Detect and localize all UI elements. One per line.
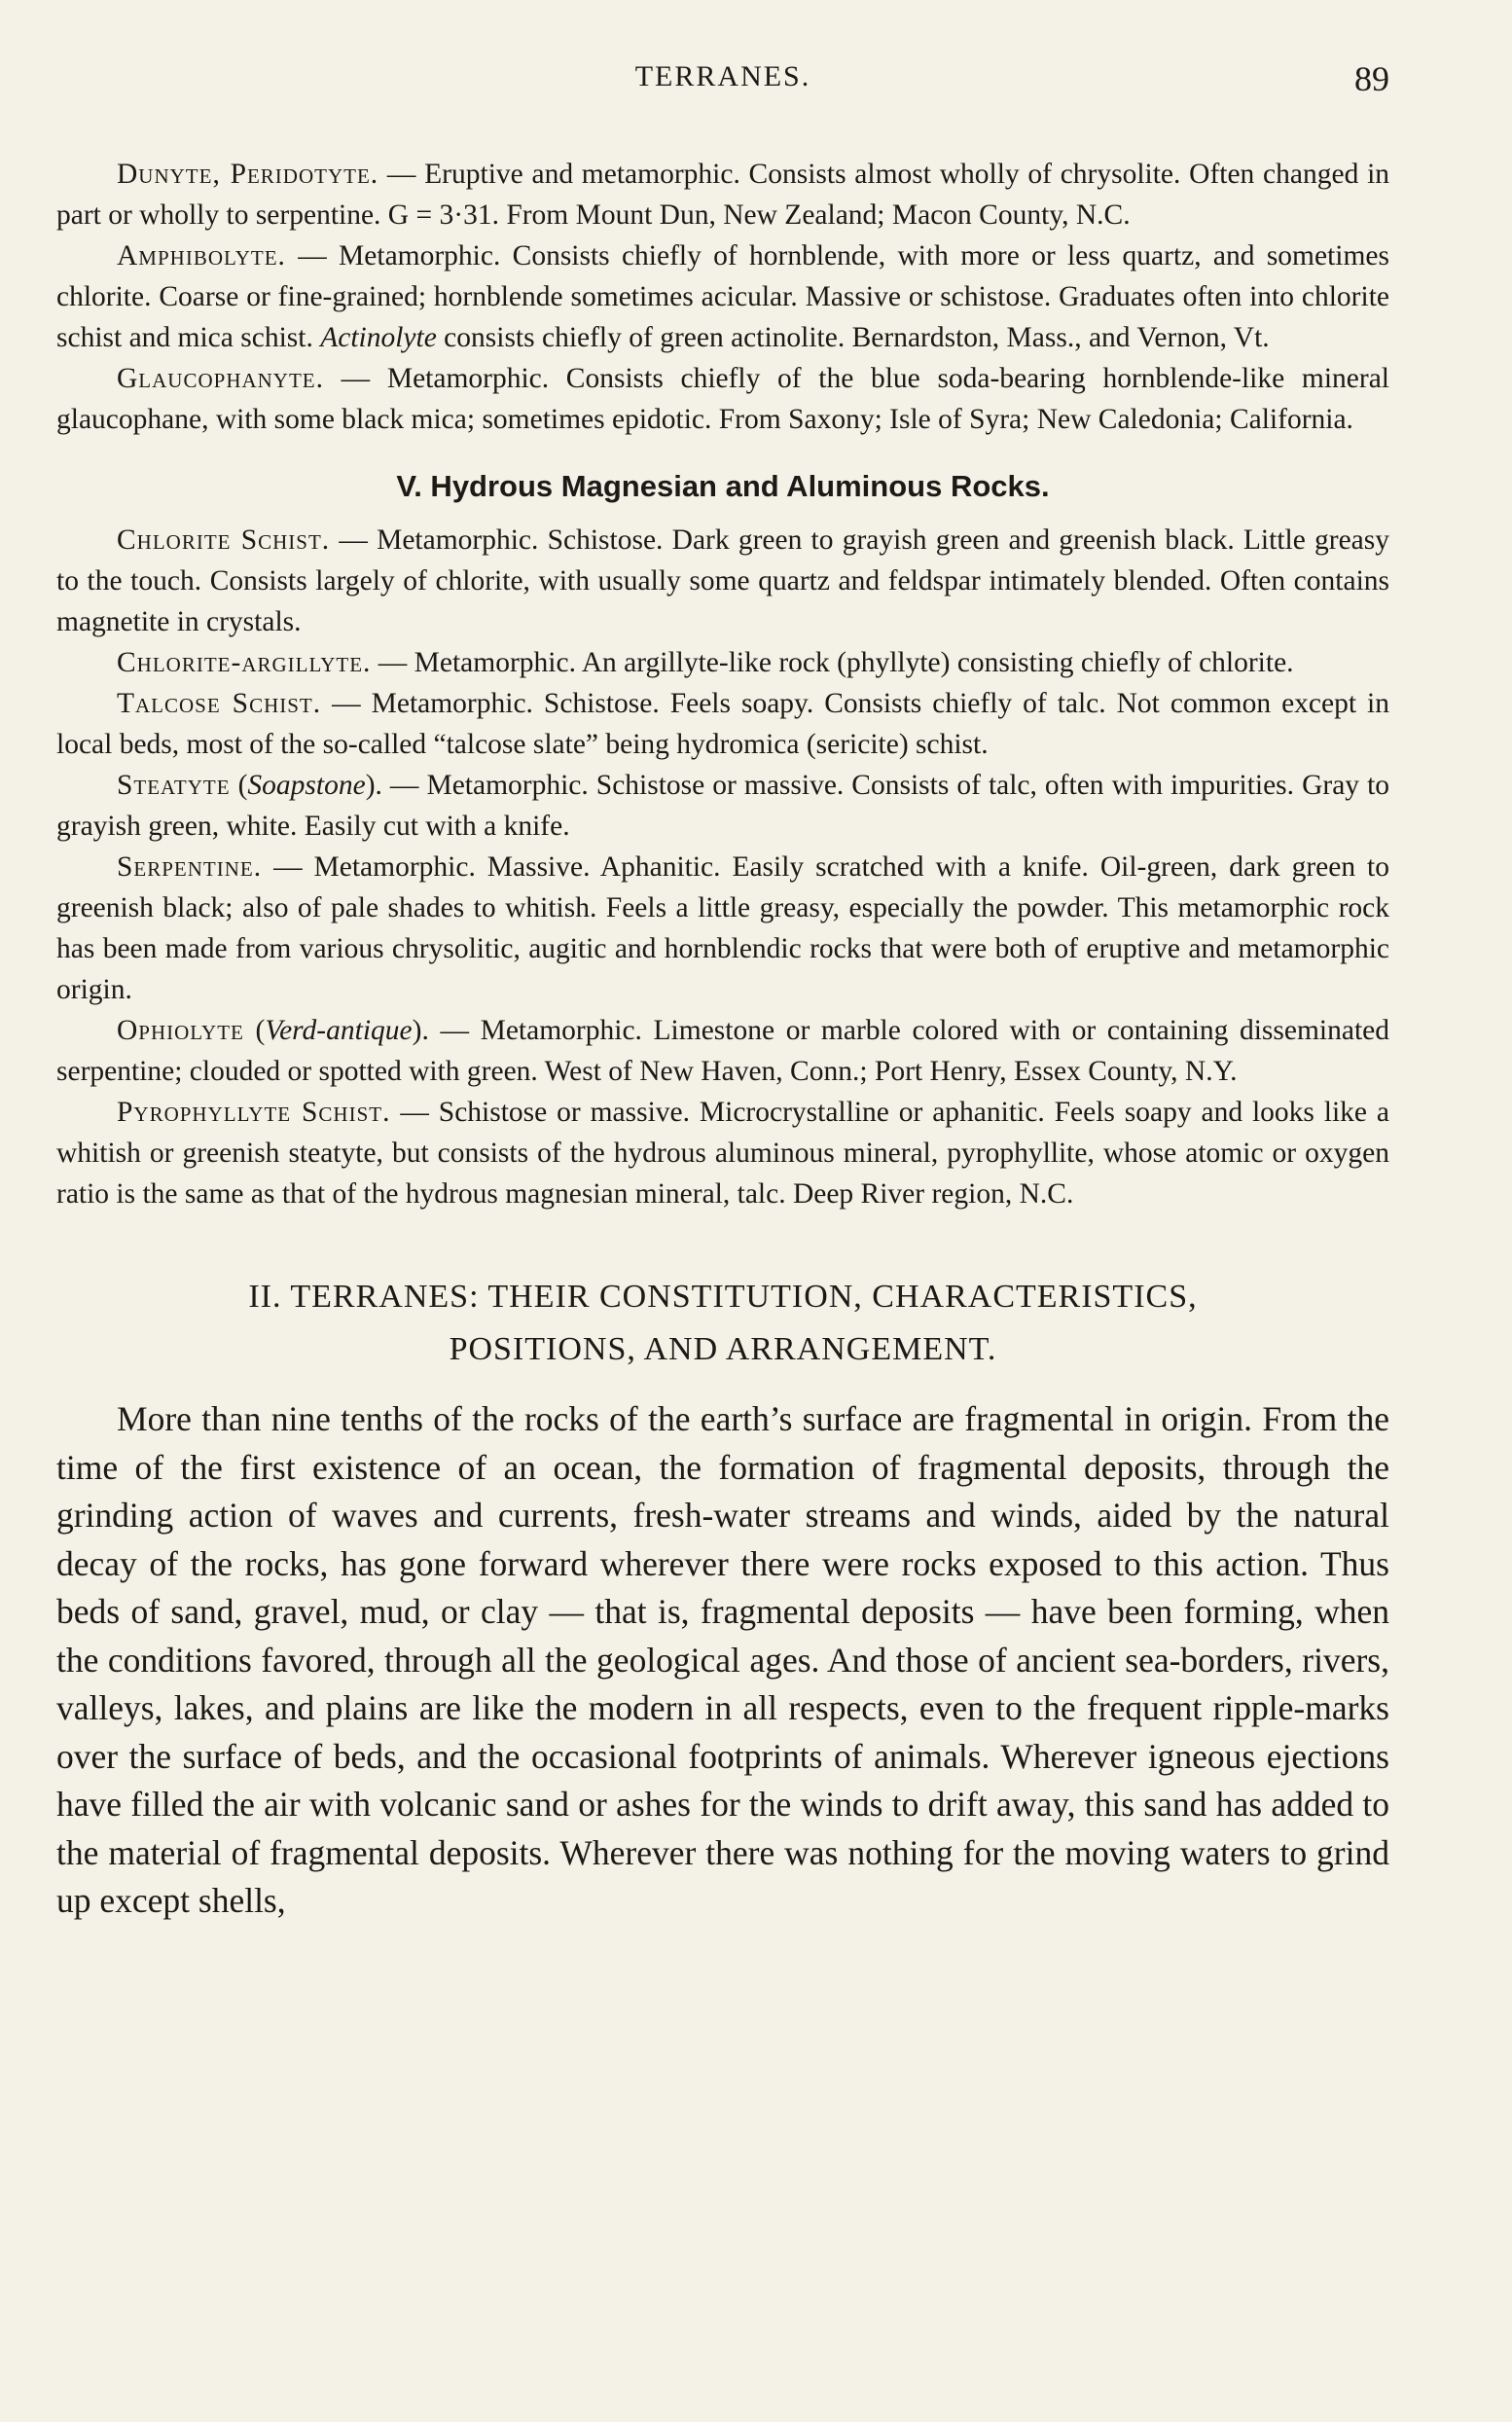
entry-term: Amphibolyte.: [117, 240, 286, 271]
entry-description: Metamorphic. Consists chiefly of the blue soda-bearing hornblende-like mineral glaucophane, with some black mica; sometimes epidotic. From Saxony; Isle of Syra; New Caledonia; California.: [56, 363, 1389, 435]
entry-term: Pyrophyllyte Schist.: [117, 1097, 391, 1128]
entry-pyrophyllyte-schist: Pyrophyllyte Schist. — Schistose or massive. Microcrystalline or aphanitic. Feels soapy and looks like a whitish or greenish steatyte, but consists of the hydrous aluminous mineral, pyrophyllite, whose atomic or oxygen ratio is the same as that of the hydrous magnesian mineral, talc. Deep River region, N.C.: [56, 1097, 1390, 1210]
rock-entries-group-iv: [56, 154, 1389, 440]
chapter-heading: [56, 1271, 1389, 1376]
entry-term: Steatyte: [117, 770, 231, 801]
section-heading-v: V. Hydrous Magnesian and Aluminous Rocks.: [396, 469, 1050, 503]
body-paragraph: More than nine tenths of the rocks of the earth’s surface are fragmental in origin. From the time of the first existence of an ocean, the formation of fragmental deposits, through the grinding action of waves and currents, fresh-water streams and winds, aided by the natural decay of the rocks, has gone forward wherever there were rocks exposed to this action. Thus beds of sand, gravel, mud, or clay — that is, fragmental deposits — have been forming, when the conditions favored, through all the geological ages. And those of ancient sea-borders, rivers, valleys, lakes, and plains are like the modern in all respects, even to the frequent ripple-marks over the surface of beds, and the occasional footprints of animals. Wherever igneous ejections have filled the air with volcanic sand or ashes for the winds to drift away, this sand has added to the material of fragmental deposits. Wherever there was nothing for the moving waters to grind up except shells,: [56, 1399, 1389, 1920]
entry-term: Chlorite Schist.: [117, 524, 331, 556]
entry-description: Eruptive and metamorphic. Consists almost wholly of chrysolite. Often changed in part or wholly to serpentine. G = 3·31. From Mount Dun, New Zealand; Macon County, N.C.: [56, 159, 1390, 231]
running-title: TERRANES.: [634, 60, 811, 92]
entry-description: Metamorphic. An argillyte-like rock (phyllyte) consisting chiefly of chlorite.: [414, 647, 1294, 678]
entry-description-continued: consists chiefly of green actinolite. Bernardston, Mass., and Vernon, Vt.: [436, 322, 1270, 353]
entry-description: Metamorphic. Schistose. Dark green to grayish green and greenish black. Little greasy to the touch. Consists largely of chlorite, with usually some quartz and feldspar intimately blended. Often contains magnetite in crystals.: [56, 524, 1390, 637]
entry-alt-name: Soapstone: [247, 770, 366, 801]
entry-italic-term: Actinolyte: [320, 322, 437, 353]
entry-chlorite-argillyte: Chlorite-argillyte. — Metamorphic. An argillyte-like rock (phyllyte) consisting chiefly of chlorite.: [117, 647, 1294, 678]
entry-description: Metamorphic. Massive. Aphanitic. Easily scratched with a knife. Oil-green, dark green to greenish black; also of pale shades to whitish. Feels a little greasy, especially the powder. This metamorphic rock has been made from various chrysolitic, augitic and hornblendic rocks that were both of eruptive and metamorphic origin.: [56, 851, 1389, 1005]
entry-description: Metamorphic. Limestone or marble colored with or containing disseminated serpentine; clouded or spotted with green. West of New Haven, Conn.; Port Henry, Essex County, N.Y.: [56, 1015, 1390, 1087]
entry-term: Dunyte, Peridotyte.: [117, 159, 379, 190]
entry-term: Serpentine.: [117, 851, 263, 883]
entry-term: Chlorite-argillyte.: [117, 647, 372, 678]
entry-serpentine: Serpentine. — Metamorphic. Massive. Aphanitic. Easily scratched with a knife. Oil-green, dark green to greenish black; also of pale shades to whitish. Feels a little greasy, especially the powder. This metamorphic rock has been made from various chrysolitic, augitic and hornblendic rocks that were both of eruptive and metamorphic origin.: [56, 851, 1389, 1005]
entry-description: Metamorphic. Schistose. Feels soapy. Consists chiefly of talc. Not common except in local beds, most of the so-called “talcose slate” being hydromica (sericite) schist.: [56, 688, 1389, 760]
entry-description: Schistose or massive. Microcrystalline or aphanitic. Feels soapy and looks like a whitish or greenish steatyte, but consists of the hydrous aluminous mineral, pyrophyllite, whose atomic or oxygen ratio is the same as that of the hydrous magnesian mineral, talc. Deep River region, N.C.: [56, 1097, 1390, 1210]
entry-dunyte: Dunyte, Peridotyte. — Eruptive and metamorphic. Consists almost wholly of chrysolite. Often changed in part or wholly to serpentine. G = 3·31. From Mount Dun, New Zealand; Macon County, N.C.: [56, 159, 1390, 231]
entry-term: Ophiolyte: [117, 1015, 244, 1046]
entry-amphibolyte: Amphibolyte. — Metamorphic. Consists chiefly of hornblende, with more or less quartz, and sometimes chlorite. Coarse or fine-grained; hornblende sometimes acicular. Massive or schistose. Graduates often into chlorite schist and mica schist. Actinolyte consists chiefly of green actinolite. Bernardston, Mass., and Vernon, Vt.: [56, 240, 1390, 353]
entry-chlorite-schist: Chlorite Schist. — Metamorphic. Schistose. Dark green to grayish green and greenish black. Little greasy to the touch. Consists largely of chlorite, with usually some quartz and feldspar intimately blended. Often contains magnetite in crystals.: [56, 524, 1390, 637]
entry-term: Talcose Schist.: [117, 688, 322, 719]
entry-term: Glaucophanyte.: [117, 363, 325, 394]
page-number: 89: [1354, 59, 1389, 98]
entry-alt-name: Verd-antique: [265, 1015, 413, 1046]
rock-entries-group-v: [56, 520, 1389, 1214]
page-header: [56, 58, 1389, 111]
entry-steatyte: Steatyte (Soapstone). — Metamorphic. Schistose or massive. Consists of talc, often with impurities. Gray to grayish green, white. Easily cut with a knife.: [56, 770, 1390, 842]
chapter-heading-line-1: II. TERRANES: THEIR CONSTITUTION, CHARACTERISTICS,: [248, 1279, 1198, 1315]
entry-talcose-schist: Talcose Schist. — Metamorphic. Schistose. Feels soapy. Consists chiefly of talc. Not common except in local beds, most of the so-called “talcose slate” being hydromica (sericite) schist.: [56, 688, 1389, 760]
entry-glaucophanyte: Glaucophanyte. — Metamorphic. Consists chiefly of the blue soda-bearing hornblende-like mineral glaucophane, with some black mica; sometimes epidotic. From Saxony; Isle of Syra; New Caledonia; California.: [56, 363, 1389, 435]
chapter-heading-line-2: POSITIONS, AND ARRANGEMENT.: [449, 1331, 997, 1367]
entry-ophiolyte: Ophiolyte (Verd-antique). — Metamorphic. Limestone or marble colored with or containing disseminated serpentine; clouded or spotted with green. West of New Haven, Conn.; Port Henry, Essex County, N.Y.: [56, 1015, 1390, 1087]
book-page: [56, 58, 1389, 1926]
entry-description: Metamorphic. Consists chiefly of hornblende, with more or less quartz, and sometimes chlorite. Coarse or fine-grained; hornblende sometimes acicular. Massive or schistose. Graduates often into chlorite schist and mica schist.: [56, 240, 1390, 353]
entry-description: Metamorphic. Schistose or massive. Consists of talc, often with impurities. Gray to grayish green, white. Easily cut with a knife.: [56, 770, 1390, 842]
